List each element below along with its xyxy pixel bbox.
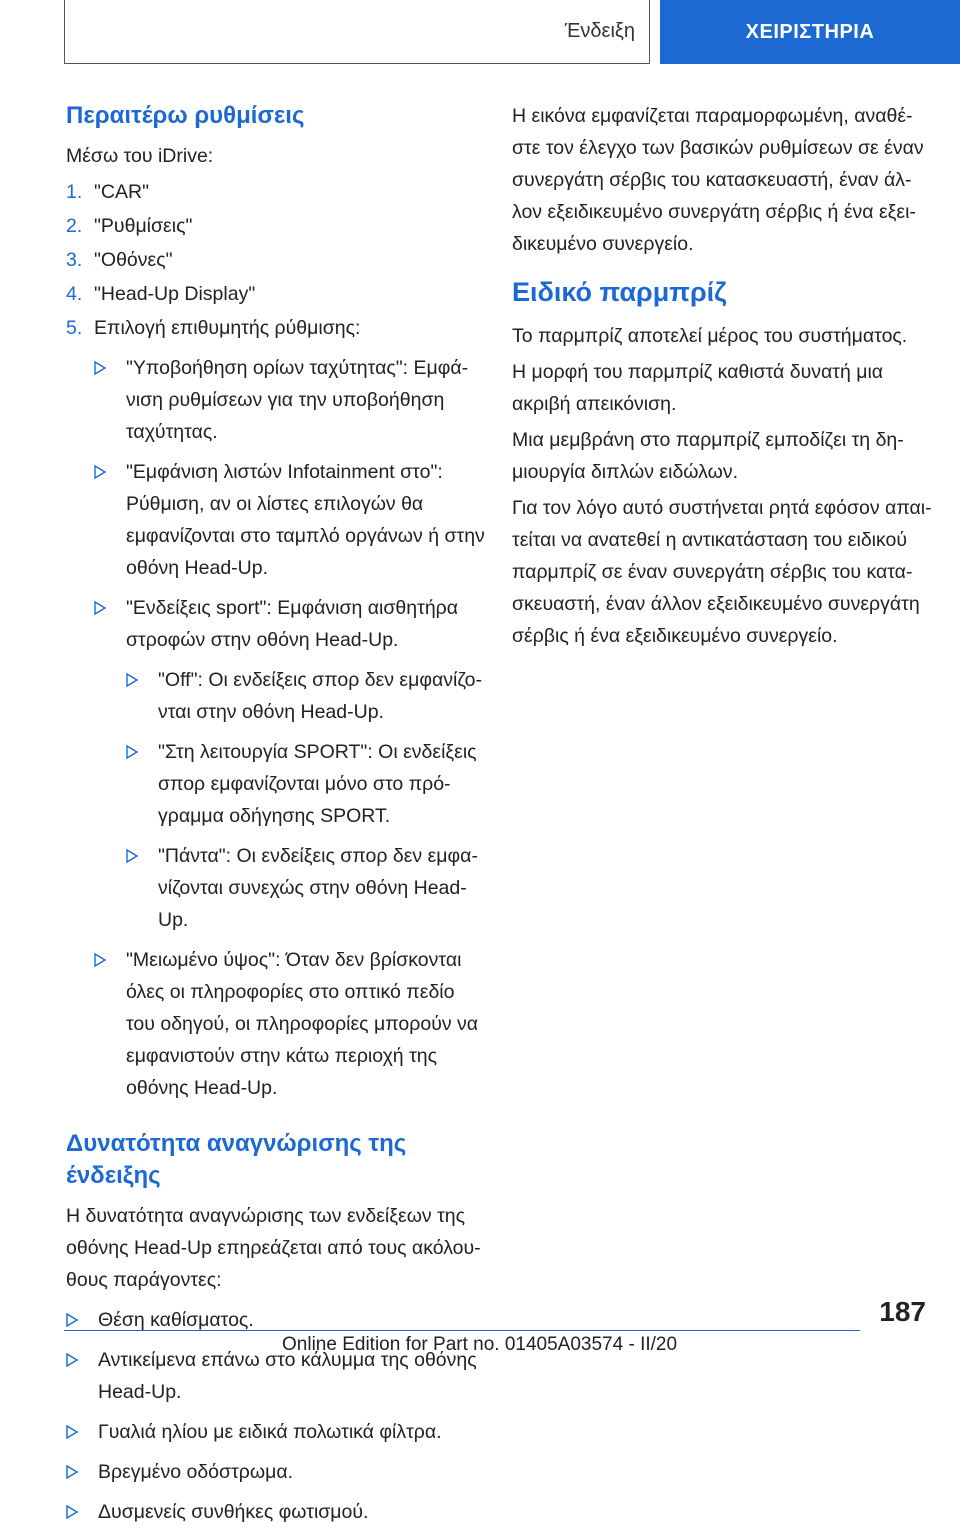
- list-item: [66, 456, 486, 584]
- list-item: [66, 1304, 486, 1336]
- list-item-text: Θέση καθίσματος.: [98, 1309, 254, 1331]
- step-text: "CAR": [94, 181, 150, 203]
- list-item-text: Αντικείμενα επάνω στο κάλυμμα της οθόνης Head-Up.: [98, 1349, 477, 1403]
- step-number: 3.: [66, 249, 83, 271]
- list-item-text: Βρεγμένο οδόστρωμα.: [98, 1461, 294, 1483]
- step-item: [66, 210, 486, 242]
- windshield-text-1: Το παρμπρίζ αποτελεί μέρος του συστήματος.: [512, 325, 908, 347]
- triangle-bullet-icon: [66, 1456, 98, 1488]
- step-text: Επιλογή επιθυμητής ρύθμισης:: [94, 317, 361, 339]
- step-number: 4.: [66, 283, 83, 305]
- step-number: 1.: [66, 181, 83, 203]
- footer-edition: Online Edition for Part no. 01405A03574 - II/20: [282, 1334, 678, 1355]
- triangle-bullet-icon: [94, 352, 126, 448]
- heading-special-windshield: Ειδικό παρμπρίζ: [512, 277, 727, 307]
- triangle-bullet-icon: [66, 1304, 98, 1336]
- list-item: [66, 840, 486, 936]
- header-section: [64, 0, 650, 64]
- list-item: [66, 664, 486, 728]
- right-column: [512, 100, 932, 656]
- header-chapter-tab[interactable]: [660, 0, 960, 64]
- triangle-bullet-icon: [66, 1496, 98, 1528]
- step-text: "Ρυθμίσεις": [94, 215, 193, 237]
- triangle-bullet-icon: [94, 944, 126, 1104]
- heading-further-settings: Περαιτέρω ρυθμίσεις: [66, 102, 305, 129]
- step-number: 2.: [66, 215, 83, 237]
- windshield-text-4: Για τον λόγο αυτό συστήνεται ρητά εφόσον απαιτείται να ανατεθεί η αντικατάσταση του ειδικού παρμπρίζ σε έναν συνεργάτη σέρβις του κατασκευαστή, έναν άλλον εξειδικευμένο συνεργάτη σέρβις ή ένα εξειδικευμένο συνεργείο.: [512, 497, 932, 647]
- distortion-text: Η εικόνα εμφανίζεται παραμορφωμένη, αναθέστε τον έλεγχο των βασικών ρυθμίσεων σε έναν συνεργάτη σέρβις του κατασκευαστή, έναν άλλον εξειδικευμένο συνεργάτη σέρβις ή ένα εξειδικευμένο συνεργείο.: [512, 105, 924, 255]
- step-item: [66, 244, 486, 276]
- triangle-bullet-icon: [66, 1416, 98, 1448]
- list-item: [66, 1496, 486, 1528]
- triangle-bullet-icon: [126, 840, 158, 936]
- list-item: [66, 944, 486, 1104]
- page-number: 187: [879, 1296, 926, 1327]
- footer-divider: [64, 1330, 860, 1331]
- list-item-text: "Ενδείξεις sport": Εμφάνιση αισθητήρα στροφών στην οθόνη Head-Up.: [126, 597, 459, 651]
- triangle-bullet-icon: [126, 664, 158, 728]
- triangle-bullet-icon: [126, 736, 158, 832]
- list-item-text: "Μειωμένο ύψος": Όταν δεν βρίσκονται όλες οι πληροφορίες στο οπτικό πεδίο του οδηγού, οι πληροφορίες μπορούν να εμφανιστούν στην κάτω περιοχή της οθόνης Head-Up.: [126, 949, 479, 1099]
- list-item-text: "Στη λειτουργία SPORT": Οι ενδείξεις σπορ εμφανίζονται μόνο στο πρόγραμμα οδήγησης SPORT.: [158, 741, 477, 827]
- step-item: [66, 312, 486, 344]
- list-item-text: Γυαλιά ηλίου με ειδικά πολωτικά φίλτρα.: [98, 1421, 442, 1443]
- windshield-text-3: Μια μεμβράνη στο παρμπρίζ εμποδίζει τη δημιουργία διπλών ειδώλων.: [512, 429, 904, 483]
- triangle-bullet-icon: [94, 456, 126, 584]
- list-item-text: "Υποβοήθηση ορίων ταχύτητας": Εμφάνιση ρυθμίσεων για την υποβοήθηση ταχύτητας.: [126, 357, 469, 443]
- list-item-text: "Off": Οι ενδείξεις σπορ δεν εμφανίζονται στην οθόνη Head-Up.: [158, 669, 482, 723]
- windshield-text-2: Η μορφή του παρμπρίζ καθιστά δυνατή μια ακριβή απεικόνιση.: [512, 361, 884, 415]
- readability-text: Η δυνατότητα αναγνώρισης των ενδείξεων της οθόνης Head-Up επηρεάζεται από τους ακόλουθους παράγοντες:: [66, 1205, 481, 1291]
- intro-text: Μέσω του iDrive:: [66, 145, 214, 167]
- step-item: [66, 278, 486, 310]
- left-column: [66, 100, 486, 1528]
- header-section-label: Ένδειξη: [564, 20, 635, 42]
- header-chapter-label: ΧΕΙΡΙΣΤΗΡΙΑ: [745, 20, 875, 43]
- heading-readability: Δυνατότητα αναγνώρισης της ένδειξης: [66, 1130, 407, 1189]
- list-item: [66, 352, 486, 448]
- list-item: [66, 1456, 486, 1488]
- triangle-bullet-icon: [94, 592, 126, 656]
- list-item-text: "Πάντα": Οι ενδείξεις σπορ δεν εμφανίζονται συνεχώς στην οθόνη Head-Up.: [158, 845, 478, 931]
- list-item: [66, 592, 486, 656]
- list-item-text: Δυσμενείς συνθήκες φωτισμού.: [98, 1501, 369, 1523]
- step-item: [66, 176, 486, 208]
- step-text: "Head-Up Display": [94, 283, 256, 305]
- triangle-bullet-icon: [66, 1344, 98, 1408]
- list-item: [66, 1416, 486, 1448]
- list-item-text: "Εμφάνιση λιστών Infotainment στο": Ρύθμιση, αν οι λίστες επιλογών θα εμφανίζονται στο ταμπλό οργάνων ή στην οθόνη Head-Up.: [126, 461, 485, 579]
- list-item: [66, 736, 486, 832]
- step-text: "Οθόνες": [94, 249, 173, 271]
- step-number: 5.: [66, 317, 83, 339]
